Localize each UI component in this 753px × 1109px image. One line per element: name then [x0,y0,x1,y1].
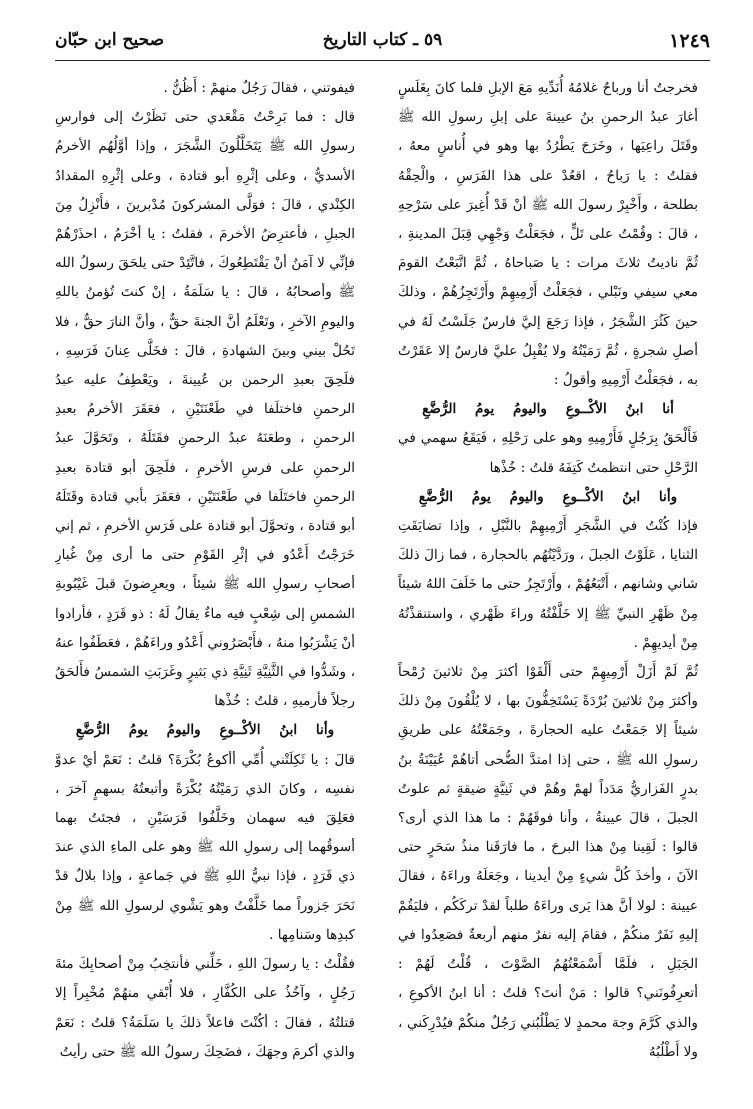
verse-line: وأنا ابنُ الأكْــوعِ واليومُ يومُ الرُّضَّعِ [418,488,678,505]
paragraph: ثُمَّ لَمْ أَزَلْ أَرْمِيهِمْ حتى أَلْقَوْا أكثرَ مِنْ ثلاثينَ رُمْحاً وأكثرَ مِنْ ثلاثينَ بُرْدَةً يَسْتَخِفُّونَ بها ، لا يُلْقُونَ مِنْ ذلكَ شيئاً إلا جَمَعْتُ عليه الحجارةَ ، وجَمَعْتُهُ على طريقِ رسولِ الله ﷺ ، حتى إذا امتدَّ الضُّحى أتاهُمْ عُيَيْنَةُ بنُ بدرٍ الفَزاريُّ مَدَداً لهمْ وهُمْ في ثَنِيَّةٍ ضيقةٍ ثم علوتُ الجبلَ ، قالَ عيينةُ ، وأنا فوقَهُمْ : ما هذا الذي أرى؟ قالوا : لَقِينا مِنْ هذا البرحَ ، ما فارَقَنا منذُ سَحَرٍ حتى الآنَ ، وأخذَ كُلَّ شيءٍ مِنْ أيدينا ، وجَعَلَهُ وراءَهُ ، فقالَ عيينة : لولا أنَّ هذا يَرى وراءَهُ طلباً لقدْ تركَكُم ، فليَقُمْ إليهِ نَفَرٌ منكُمْ ، فقامَ إليه نفرٌ منهم أربعةٌ فصَعِدُوا في الجَبَلِ ، فلَمَّا أَسْمَعْتُهُمُ الصَّوْتَ ، قُلْتُ لَهُمْ : أتعرِفُونَني؟ قالوا : مَنْ أنتَ؟ قلتُ : أنا ابنُ الأكوعِ ، والذي كَرَّمَ وجهَ محمدٍ لا يَطْلُبُني رَجُلٌ منكُمْ فيُدْرِكَني ، ولا أَطْلُبُهُ [398,664,698,1060]
paragraph: قال : فما بَرِحْتُ مَقْعَدي حتى نَظَرْتُ إلى فوارسِ رسولِ الله ﷺ يَتَخَلَّلُونَ الشَّجَرَ ، وإذا أوَّلُهُم الأخرمُ الأسديُّ ، وعلى إثْرِهِ أبو قتادة ، وعلى إثْرِهِ المقدادُ الكِنْدي ، قالَ : فوَلَّى المشركونَ مُدْبرينَ ، فأَنْزِلُ مِنَ الجبلِ ، فأعترِضُ الأخرمَ ، فقلتُ : يا أخْرَمُ ، احذَرْهُمْ فإنِّي لا آمَنُ أنْ يَقْتَطِعُوكَ ، فاتَّئِدْ حتى يلحَقَ رسولُ الله ﷺ وأصحابُهُ ، قالَ : يا سَلَمَةُ ، إنْ كنتَ تُؤمنُ باللهِ واليومِ الآخرِ ، وتَعْلَمُ أنَّ الجنةَ حقٌّ ، وأنَّ النارَ حقٌّ ، فلا تَحُلْ بيني وبينَ الشهادةِ ، قالَ : فخَلَّى عِنانَ فَرَسِهِ ، فلَحِقَ بعبدِ الرحمن بن عُيينةَ ، ويَعْطِفُ عليه عبدُ الرحمنِ فاختلَفا في طَعْنَتَيْنِ ، فعَقَرَ الأخرمُ بعبدِ الرحمنِ ، وطعَنَهُ عبدُ الرحمنِ فقَتَلَهُ ، وتَحَوَّلَ عبدُ الرحمنِ على فرسِ الأخرمِ ، فلَحِقَ أبو قتادة بعبدِ الرحمنِ فاختَلَفا في طَعْنَتَيْنِ ، فعَقَرَ بأبي قتادة وقَتَلَهُ أبو قتادة ، وتحوَّلَ أبو قتادة على فَرَسِ الأخرمِ ، ثم إني خَرَجْتُ أَعْدُو في إثْرِ القَوْمِ حتى ما أرى مِنْ غُبارِ أصحابِ رسولِ الله ﷺ شيئاً ، ويعرِضونَ قبلَ غَيْبُوبةِ الشمسِ إلى شِعْبٍ فيه ماءٌ يقالُ لَهُ : ذو قَرَدٍ ، فأرادوا أنْ يَشْرَبُوا منهُ ، فأَبْصَرُوني أَعْدُو وراءَهُمْ ، فعَطَفُوا عنهُ ، وشَدُّوا في الثَّنِيَّةِ ثَنِيَّةِ ذي بَثيرٍ وغَرَبَتِ الشمسُ فأَلحَقُ رجلاً فأرميهِ ، قلتُ : خُذْها [55,109,355,710]
paragraph: فخرجتُ أنا ورباحٌ غلامُهُ أُنَدِّيهِ مَعَ الإبلِ فلما كانَ بِغَلَسٍ أغارَ عبدُ الرحمنِ بنُ عيينةَ على إبلِ رسولِ الله ﷺ وقَتَلَ راعِيَها ، وخَرَجَ يَطْرُدُ بها وهو في أُناسٍ معهُ ، فقلتُ : يا رَباحُ ، اقعُدْ على هذا الفَرَسِ ، والْحِقْهُ بطلحة ، وأَخْبِرْ رسولَ الله ﷺ أنْ قَدْ أُغِيرَ على سَرْحِهِ ، قالَ : وقُمْتُ على تَلٍّ ، فجَعَلْتُ وَجْهِي قِبَلَ المدينةِ ، ثُمَّ ناديتُ ثلاثَ مرات : يا صَباحاهُ ، ثُمَّ اتَّبَعْتُ القومَ معي سيفي ونَبْلي ، فجَعَلْتُ أَرْمِيهِمْ وأَرْتَجِزُهُمْ ، وذلكَ حينَ كَثُرَ الشَّجَرُ ، فإذا رَجَعَ إليَّ فارسٌ جَلَسْتُ لَهُ في أصلِ شجرةٍ ، ثُمَّ رَمَيْتُهُ ولا يُقْبِلُ عليَّ فارسٌ إلا عَقَرْتُ به ، فجَعَلْتُ أَرْمِيهِ وأقولُ : [398,80,698,389]
chapter-title: ٥٩ ـ كتاب التاريخ [322,30,443,50]
verse-line: وأنا ابنُ الأكْــوعِ واليومُ يومُ الرُّضَّعِ [75,722,335,739]
paragraph: فيفوتني ، فقالَ رَجُلٌ منهمْ : أَظُنُّ . [163,80,355,96]
paragraph: فقُلْتُ : يا رسولَ اللهِ ، خَلِّني فأنتخِبُ مِنْ أصحابِكَ مئةَ رَجُلٍ ، وآخُذُ على الكُفَّارِ ، فلا أُبْقي منهُمْ مُخْبِراً إلا قتلتُهُ ، فقالَ : أكُنْتَ فاعلاً ذلكَ يا سَلَمَةُ؟ قلتُ : نَعَمْ والذي أكرمَ وجهَكَ ، فضَحِكَ رسولُ الله ﷺ حتى رأيتُ [55,956,355,1060]
paragraph: قالَ : يا ثَكِلَتْني أُمِّي أأكوعُ بُكْرَةَ؟ قلتُ : نَعَمْ أيْ عدوَّ نفسِه ، وكانَ الذي رَمَيْتُهُ بُكْرَةً وأتبعتُهُ بسهمٍ آخرَ ، فعَلِقَ فيه سهمان وخَلَّفُوا فَرَسَيْنِ ، فجئتُ بهما أسوقُهما إلى رسولِ الله ﷺ وهو على الماءِ الذي عندَ ذي قَرَدٍ ، فإذا نبيُّ اللهِ ﷺ في جَماعةٍ ، وإذا بلالٌ قدْ نَحَرَ جَزوراً مما خَلَّفْتُ وهو يَشْوي لرسولِ الله ﷺ مِنْ كبدِها وسَنامِها . [55,751,355,943]
page-number: ١٢٤٩ [669,30,710,52]
left-column [55,74,355,1084]
paragraph: فإذا كُنْتُ في الشَّجَرِ أَرْمِيهِمْ بالنَّبْلِ ، وإذا تضايَقَتِ الثنايا ، عَلَوْتُ الجبلَ ، ورَدَّيْتُهُم بالحجارة ، فما زالَ ذلكَ شاني وشانهم ، أَتْبَعُهُمْ ، وأَرْتَجِزُ حتى ما خَلَفَ اللهُ شيئاً مِنْ ظَهْرِ النبيِّ ﷺ إلا خَلَّفْتُهُ وراءَ ظَهْري ، واستنقذْتُهُ مِنْ أيديهِمْ . [398,518,698,651]
right-column [398,74,698,1084]
page-header [55,28,710,61]
verse-line: أنا ابنُ الأكْــوعِ واليومُ يومُ الرُّضَّعِ [422,401,674,418]
paragraph: فَأَلْحَقُ بِرَجُلٍ فَأَرْمِيهِ وهو على رَحْلِهِ ، فَيَقَعُ سهمي في الرَّحْلِ حتى انتظمتُ كَتِفَهُ قلتُ : خُذْها [398,430,698,476]
book-title: صحيح ابن حبّان [55,30,165,50]
